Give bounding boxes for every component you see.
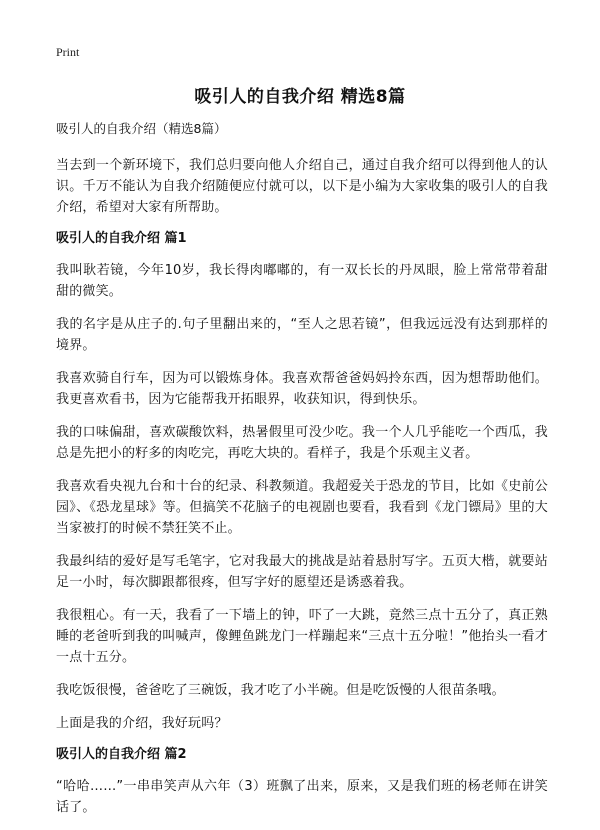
article-subtitle: 吸引人的自我介绍（精选8篇） xyxy=(56,121,227,136)
section-2-paragraph: “哈哈……”一串串笑声从六年（3）班飘了出来，原来，又是我们班的杨老师在讲笑话了。 xyxy=(56,779,548,815)
section-1-paragraph: 我很粗心。有一天，我看了一下墙上的钟，吓了一大跳，竟然三点十五分了，真正熟睡的老爸听到我的叫喊声，像鲤鱼跳龙门一样蹦起来“三点十五分啦！”他抬头一看才一点十五分。 xyxy=(56,608,548,665)
intro-paragraph: 当去到一个新环境下，我们总归要向他人介绍自己，通过自我介绍可以得到他人的认识。千万不能认为自我介绍随便应付就可以，以下是小编为大家收集的吸引人的自我介绍，希望对大家有所帮助。 xyxy=(56,158,548,215)
article-body xyxy=(56,120,548,830)
section-1-paragraph: 我叫耿若镜，今年10岁，我长得肉嘟嘟的，有一双长长的丹凤眼，脸上常常带着甜甜的微笑。 xyxy=(56,263,548,299)
section-1-paragraph: 我的口味偏甜，喜欢碳酸饮料，热暑假里可没少吃。我一个人几乎能吃一个西瓜，我总是先把小的籽多的肉吃完，再吃大块的。看样子，我是个乐观主义者。 xyxy=(56,425,548,461)
section-heading-1: 吸引人的自我介绍 篇1 xyxy=(56,231,187,246)
section-heading-2: 吸引人的自我介绍 篇2 xyxy=(56,747,187,762)
section-1-paragraph: 我喜欢看央视九台和十台的纪录、科教频道。我超爱关于恐龙的节目，比如《史前公园》、《恐龙星球》等。但搞笑不花脑子的电视剧也要看，我看到《龙门镖局》里的大当家被打的时候不禁狂笑不止。 xyxy=(56,479,548,536)
section-1-paragraph: 我的名字是从庄子的.句子里翻出来的，“至人之思若镜”，但我远远没有达到那样的境界。 xyxy=(56,317,548,353)
section-1-paragraph: 我喜欢骑自行车，因为可以锻炼身体。我喜欢帮爸爸妈妈拎东西，因为想帮助他们。我更喜欢看书，因为它能帮我开拓眼界，收获知识，得到快乐。 xyxy=(56,371,548,407)
section-1-paragraph: 上面是我的介绍，我好玩吗？ xyxy=(56,716,228,731)
print-link[interactable]: Print xyxy=(56,45,80,59)
page-title: 吸引人的自我介绍 精选8篇 xyxy=(194,87,406,107)
section-1-paragraph: 我吃饭很慢，爸爸吃了三碗饭，我才吃了小半碗。但是吃饭慢的人很苗条哦。 xyxy=(56,683,505,698)
section-1-paragraph: 我最纠结的爱好是写毛笔字，它对我最大的挑战是站着悬肘写字。五页大楷，就要站足一小时，每次脚跟都很疼，但写字好的愿望还是诱惑着我。 xyxy=(56,554,548,590)
